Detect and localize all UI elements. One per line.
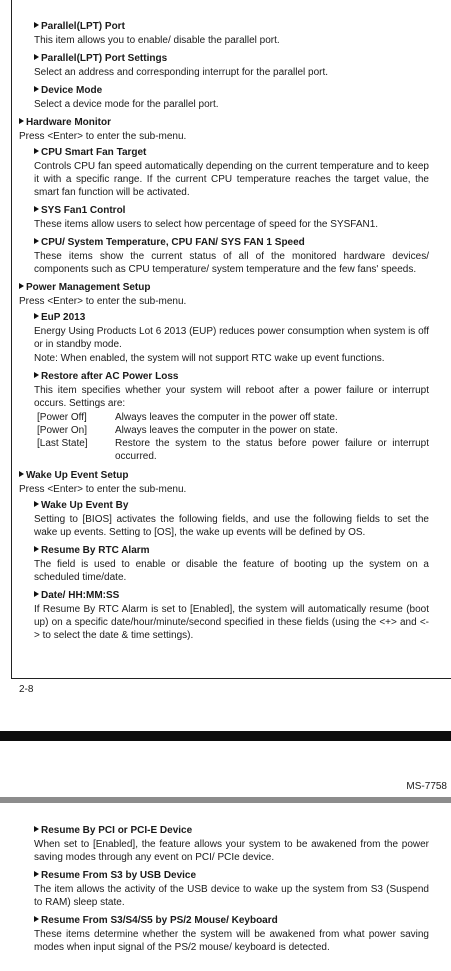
item-description: This item allows you to enable/ disable the parallel port. xyxy=(34,35,280,46)
triangle-bullet-icon xyxy=(34,871,39,877)
setting-option-key: [Power Off] xyxy=(37,412,87,423)
triangle-bullet-icon xyxy=(34,54,39,60)
triangle-bullet-icon xyxy=(34,501,39,507)
item-heading: Date/ HH:MM:SS xyxy=(0,589,451,602)
item-description: This item specifies whether your system will reboot after a power failure or interrupt occurs. Settings are: xyxy=(34,385,429,409)
setting-option-key: [Last State] xyxy=(37,438,88,449)
item-heading: Parallel(LPT) Port xyxy=(0,20,451,33)
triangle-bullet-icon xyxy=(34,206,39,212)
setting-option-description: Restore the system to the status before power failure or interrupt occurred. xyxy=(115,438,429,462)
page-bottom-rule xyxy=(11,678,451,679)
item-description: These items allow users to select how percentage of speed for the SYSFAN1. xyxy=(34,219,379,230)
triangle-bullet-icon xyxy=(34,148,39,154)
setting-option-row xyxy=(0,411,451,424)
header-bar xyxy=(0,797,451,803)
item-heading: Device Mode xyxy=(0,84,451,97)
item-description: The field is used to enable or disable the feature of booting up the system on a scheduled time/date. xyxy=(34,559,429,583)
item-description: If Resume By RTC Alarm is set to [Enabled], the system will automatically resume (boot up) on a specific date/hour/minute/second specified in these fields (using the <+> and <-> to select the date & time settings). xyxy=(34,604,429,641)
setting-option-description: Always leaves the computer in the power on state. xyxy=(115,425,338,436)
item-heading: Resume From S3 by USB Device xyxy=(0,869,451,882)
section-heading: Power Management Setup xyxy=(0,281,451,294)
page-separator-band xyxy=(0,731,451,741)
item-heading: Parallel(LPT) Port Settings xyxy=(0,52,451,65)
triangle-bullet-icon xyxy=(19,118,24,124)
section-heading: Wake Up Event Setup xyxy=(0,469,451,482)
item-heading: CPU/ System Temperature, CPU FAN/ SYS FAN 1 Speed xyxy=(0,236,451,249)
section-instruction: Press <Enter> to enter the sub-menu. xyxy=(19,131,187,142)
triangle-bullet-icon xyxy=(34,86,39,92)
item-description: These items determine whether the system will be awakened from what power saving modes when input signal of the PS/2 mouse/ keyboard is detected. xyxy=(34,929,429,953)
item-heading: EuP 2013 xyxy=(0,311,451,324)
item-heading: SYS Fan1 Control xyxy=(0,204,451,217)
page-content xyxy=(0,824,451,959)
triangle-bullet-icon xyxy=(34,238,39,244)
triangle-bullet-icon xyxy=(34,546,39,552)
setting-option-description: Always leaves the computer in the power off state. xyxy=(115,412,338,423)
item-description: Setting to [BIOS] activates the following fields, and use the following fields to set the wake up events. Setting to [OS], the wake up events will be defined by OS. xyxy=(34,514,429,538)
setting-option-key: [Power On] xyxy=(37,425,88,436)
setting-option-row xyxy=(0,437,451,463)
item-description: Energy Using Products Lot 6 2013 (EUP) reduces power consumption when system is off or in standby mode. xyxy=(34,326,430,350)
item-description: Select an address and corresponding interrupt for the parallel port. xyxy=(34,67,329,78)
triangle-bullet-icon xyxy=(34,22,39,28)
item-description: The item allows the activity of the USB device to wake up the system from S3 (Suspend to RAM) sleep state. xyxy=(34,884,429,908)
item-description: Select a device mode for the parallel port. xyxy=(34,99,219,110)
section-heading: Hardware Monitor xyxy=(0,116,451,129)
item-heading: Resume By PCI or PCI-E Device xyxy=(0,824,451,837)
triangle-bullet-icon xyxy=(19,471,24,477)
triangle-bullet-icon xyxy=(19,283,24,289)
item-heading: Wake Up Event By xyxy=(0,499,451,512)
page-content xyxy=(0,20,451,647)
model-number: MS-7758 xyxy=(406,781,447,792)
triangle-bullet-icon xyxy=(34,591,39,597)
item-heading: CPU Smart Fan Target xyxy=(0,146,451,159)
item-note: Note: When enabled, the system will not support RTC wake up event functions. xyxy=(34,353,385,364)
item-description: When set to [Enabled], the feature allows your system to be awakened from the power saving modes through any event on PCI/ PCIe device. xyxy=(34,839,429,863)
triangle-bullet-icon xyxy=(34,313,39,319)
item-heading: Resume From S3/S4/S5 by PS/2 Mouse/ Keyboard xyxy=(0,914,451,927)
section-instruction: Press <Enter> to enter the sub-menu. xyxy=(19,296,187,307)
item-description: Controls CPU fan speed automatically depending on the current temperature and to keep it with a specific range. If the current CPU temperature reaches the target value, the smart fan function will be activated. xyxy=(34,161,429,198)
triangle-bullet-icon xyxy=(34,826,39,832)
item-description: These items show the current status of all of the monitored hardware devices/ components such as CPU temperature/ system temperature and the few fans' speeds. xyxy=(34,251,429,275)
triangle-bullet-icon xyxy=(34,916,39,922)
item-heading: Restore after AC Power Loss xyxy=(0,370,451,383)
section-instruction: Press <Enter> to enter the sub-menu. xyxy=(19,484,187,495)
item-heading: Resume By RTC Alarm xyxy=(0,544,451,557)
page-number: 2-8 xyxy=(19,684,34,695)
triangle-bullet-icon xyxy=(34,372,39,378)
setting-option-row xyxy=(0,424,451,437)
